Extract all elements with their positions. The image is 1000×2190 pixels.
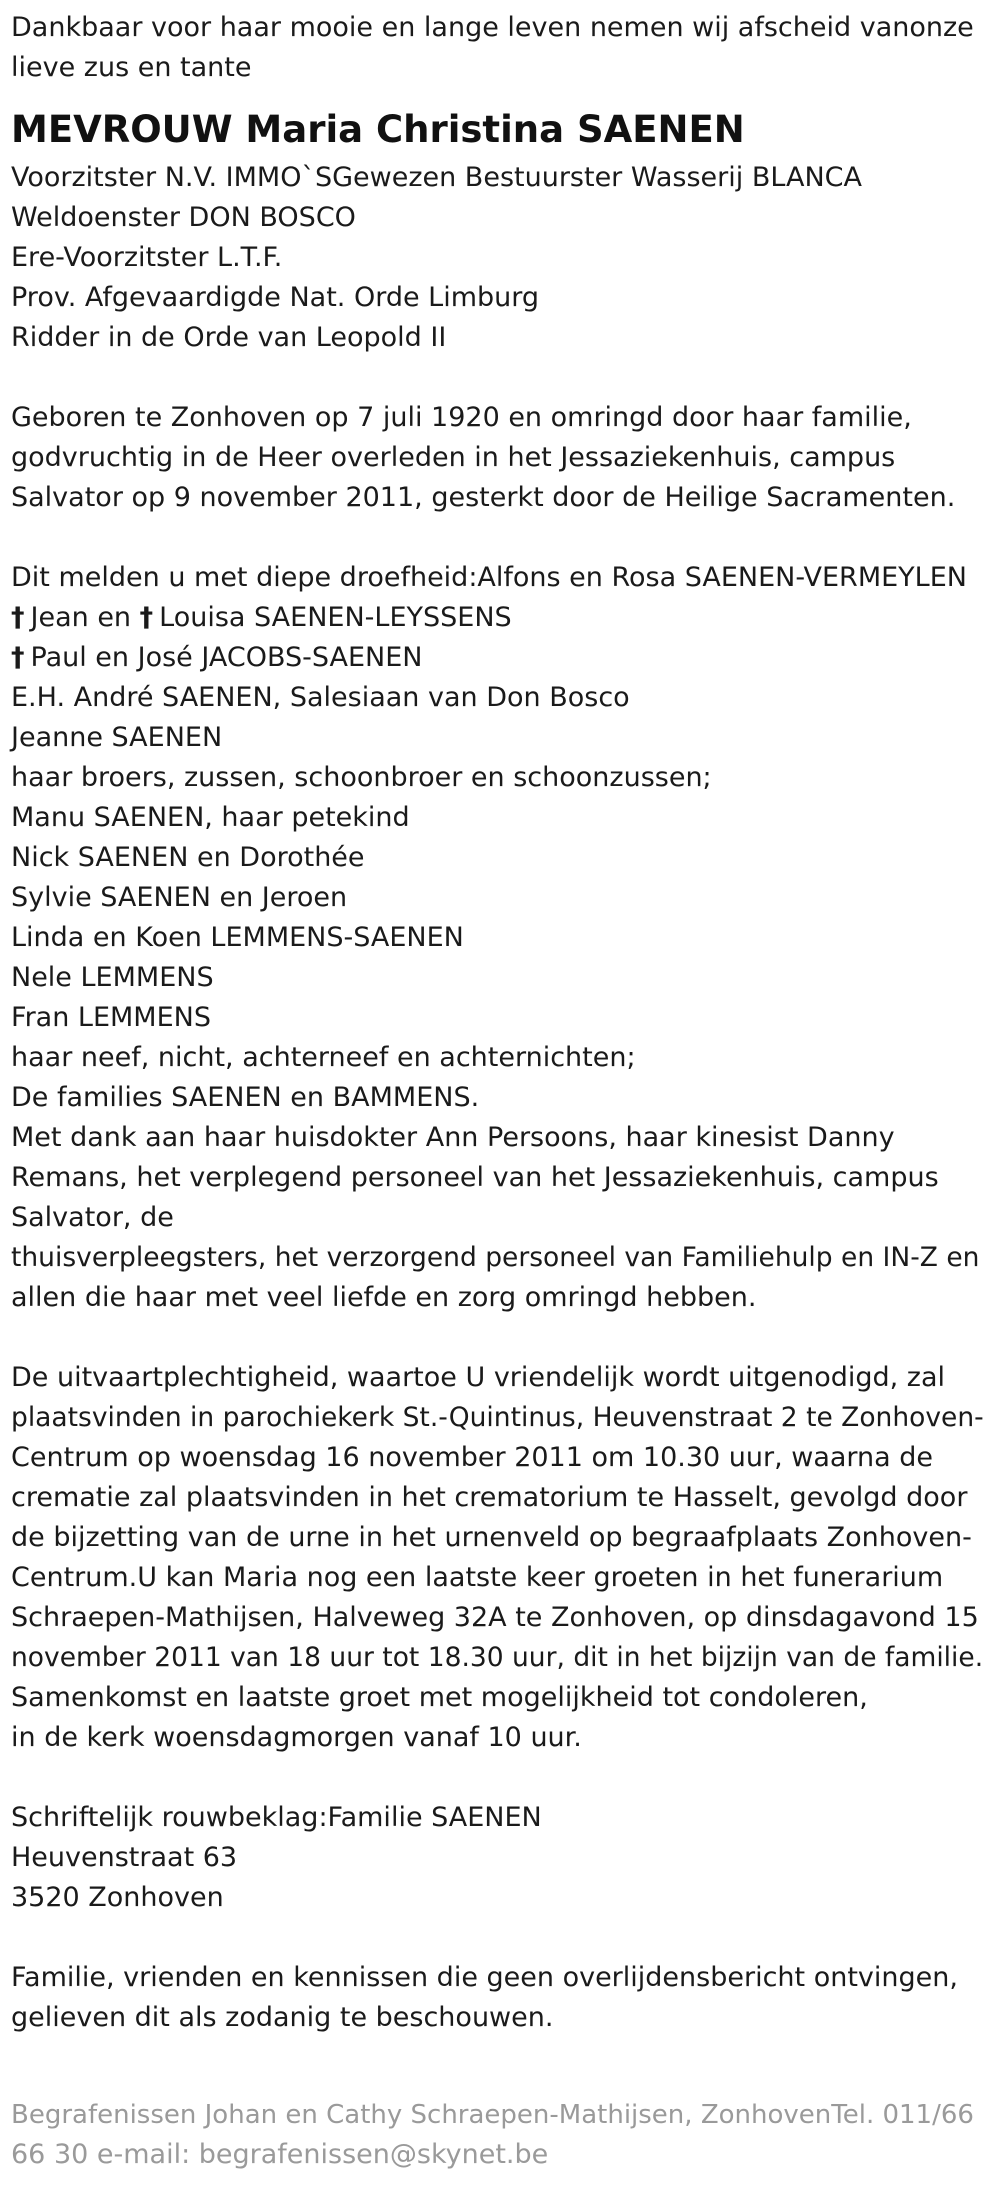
- title-line: Voorzitster N.V. IMMO`SGewezen Bestuurster Wasserij BLANCA: [11, 162, 862, 193]
- birth-death-line: Salvator op 9 november 2011, gesterkt door de Heilige Sacramenten.: [11, 482, 956, 513]
- family-name: Paul en José JACOBS-SAENEN: [30, 642, 423, 673]
- birth-death-section: [11, 398, 990, 518]
- ceremony-line: in de kerk woensdagmorgen vanaf 10 uur.: [11, 1722, 582, 1753]
- footer-line: 66 30 e-mail: begrafenissen@skynet.be: [11, 2139, 549, 2170]
- family-line: allen die haar met veel liefde en zorg omringd hebben.: [11, 1282, 757, 1313]
- family-line: [11, 638, 990, 678]
- ceremony-line: november 2011 van 18 uur tot 18.30 uur, dit in het bijzijn van de familie.: [11, 1642, 984, 1673]
- family-line: haar neef, nicht, achterneef en achternichten;: [11, 1042, 636, 1073]
- family-line: Salvator, de: [11, 1202, 174, 1233]
- spacer: [11, 88, 990, 96]
- family-line: Met dank aan haar huisdokter Ann Persoons, haar kinesist Danny: [11, 1122, 895, 1153]
- funeral-home-footer: [11, 2095, 991, 2175]
- ceremony-line: de bijzetting van de urne in het urnenveld op begraafplaats Zonhoven-: [11, 1522, 972, 1553]
- spacer: [11, 1918, 990, 1958]
- family-line: Dit melden u met diepe droefheid:Alfons en Rosa SAENEN-VERMEYLEN: [11, 562, 967, 593]
- ceremony-line: Centrum.U kan Maria nog een laatste keer groeten in het funerarium: [11, 1562, 944, 1593]
- spacer: [11, 518, 990, 558]
- condolences-line: 3520 Zonhoven: [11, 1882, 224, 1913]
- family-line: De families SAENEN en BAMMENS.: [11, 1082, 480, 1113]
- ceremony-line: Samenkomst en laatste groet met mogelijkheid tot condoleren,: [11, 1682, 868, 1713]
- footer-line: Begrafenissen Johan en Cathy Schraepen-Mathijsen, ZonhovenTel. 011/66: [11, 2100, 974, 2130]
- closing-line: Familie, vrienden en kennissen die geen overlijdensbericht ontvingen,: [11, 1962, 958, 1993]
- title-line: Ere-Voorzitster L.T.F.: [11, 242, 283, 273]
- ceremony-line: Centrum op woensdag 16 november 2011 om 10.30 uur, waarna de: [11, 1442, 934, 1473]
- cross-icon: †: [139, 602, 154, 633]
- family-line: Fran LEMMENS: [11, 1002, 211, 1033]
- family-section: [11, 558, 990, 1318]
- family-line: Linda en Koen LEMMENS-SAENEN: [11, 922, 464, 953]
- family-line: Nick SAENEN en Dorothée: [11, 842, 365, 873]
- deceased-name: MEVROUW Maria Christina SAENEN: [11, 108, 745, 151]
- ceremony-line: plaatsvinden in parochiekerk St.-Quintinus, Heuvenstraat 2 te Zonhoven-: [11, 1402, 984, 1433]
- condolences-line: Heuvenstraat 63: [11, 1842, 238, 1873]
- birth-death-line: godvruchtig in de Heer overleden in het Jessaziekenhuis, campus: [11, 442, 896, 473]
- ceremony-line: Schraepen-Mathijsen, Halveweg 32A te Zonhoven, op dinsdagavond 15: [11, 1602, 979, 1633]
- title-line: Weldoenster DON BOSCO: [11, 202, 356, 233]
- intro-line: Dankbaar voor haar mooie en lange leven nemen wij afscheid vanonze: [11, 12, 974, 43]
- intro-section: [11, 8, 990, 88]
- spacer: [11, 1318, 990, 1358]
- condolences-line: Schriftelijk rouwbeklag:Familie SAENEN: [11, 1802, 542, 1833]
- ceremony-section: [11, 1358, 990, 1758]
- family-line: E.H. André SAENEN, Salesiaan van Don Bosco: [11, 682, 630, 713]
- family-line: Manu SAENEN, haar petekind: [11, 802, 410, 833]
- family-name: Jean en: [30, 602, 132, 633]
- family-line: Remans, het verplegend personeel van het Jessaziekenhuis, campus: [11, 1162, 939, 1193]
- family-line: Sylvie SAENEN en Jeroen: [11, 882, 348, 913]
- family-line: Nele LEMMENS: [11, 962, 214, 993]
- closing-section: [11, 1958, 990, 2038]
- family-line: [11, 598, 990, 638]
- condolences-section: [11, 1798, 990, 1918]
- title-line: Prov. Afgevaardigde Nat. Orde Limburg: [11, 282, 540, 313]
- family-name: Louisa SAENEN-LEYSSENS: [159, 602, 512, 633]
- spacer: [11, 358, 990, 398]
- intro-line: lieve zus en tante: [11, 52, 252, 83]
- titles-section: [11, 158, 990, 358]
- family-line: haar broers, zussen, schoonbroer en schoonzussen;: [11, 762, 712, 793]
- family-line: Jeanne SAENEN: [11, 722, 223, 753]
- ceremony-line: De uitvaartplechtigheid, waartoe U vriendelijk wordt uitgenodigd, zal: [11, 1362, 946, 1393]
- spacer: [11, 1758, 990, 1798]
- cross-icon: †: [11, 642, 25, 673]
- ceremony-line: crematie zal plaatsvinden in het crematorium te Hasselt, gevolgd door: [11, 1482, 968, 1513]
- closing-line: gelieven dit als zodanig te beschouwen.: [11, 2002, 554, 2033]
- birth-death-line: Geboren te Zonhoven op 7 juli 1920 en omringd door haar familie,: [11, 402, 912, 433]
- title-line: Ridder in de Orde van Leopold II: [11, 322, 447, 353]
- family-line: thuisverpleegsters, het verzorgend personeel van Familiehulp en IN-Z en: [11, 1242, 980, 1273]
- cross-icon: †: [11, 602, 25, 633]
